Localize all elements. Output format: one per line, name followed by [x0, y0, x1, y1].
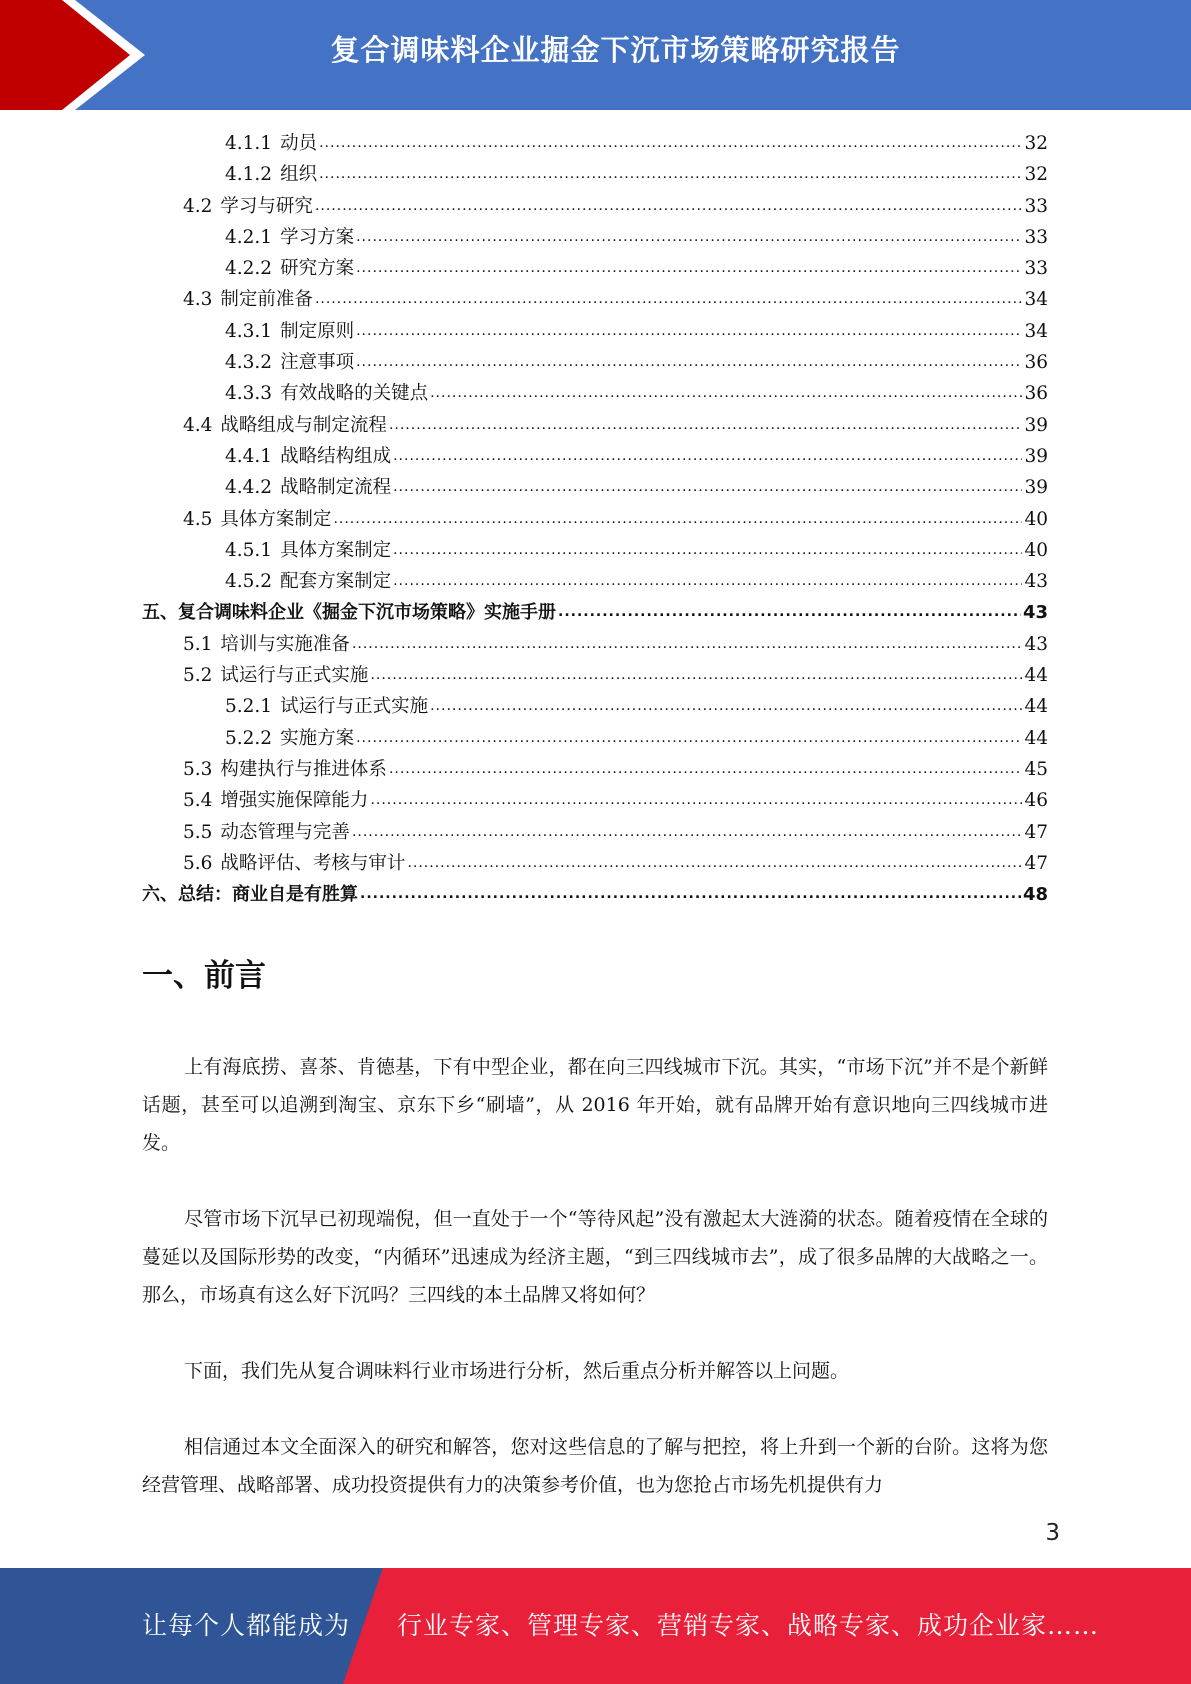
- toc-entry[interactable]: [142, 284, 1048, 315]
- toc-entry[interactable]: [142, 723, 1048, 754]
- toc-entry[interactable]: [142, 785, 1048, 816]
- toc-entry-page: 32: [1024, 164, 1048, 186]
- toc-entry-title: 制定原则: [280, 320, 355, 342]
- toc-entry-page: 43: [1022, 602, 1048, 624]
- toc-leader-dots: [356, 314, 1022, 347]
- toc-entry[interactable]: [142, 848, 1048, 879]
- toc-entry[interactable]: [142, 378, 1048, 409]
- toc-entry[interactable]: [142, 660, 1048, 691]
- toc-entry-number: 4.4: [183, 414, 213, 436]
- toc-entry-page: 44: [1024, 696, 1048, 718]
- toc-entry-number: 5.1: [183, 633, 213, 655]
- toc-leader-dots: [315, 189, 1023, 222]
- toc-entry-title: 战略评估、考核与审计: [220, 852, 406, 874]
- toc-leader-dots: [356, 220, 1022, 253]
- toc-entry-page: 36: [1024, 352, 1048, 374]
- toc-entry[interactable]: [142, 629, 1048, 660]
- toc-entry-page: 33: [1024, 226, 1048, 248]
- toc-entry-title: 增强实施保障能力: [220, 790, 369, 812]
- toc-entry-title: 动态管理与完善: [220, 821, 350, 843]
- toc-entry-title: 战略结构组成: [280, 445, 392, 467]
- toc-entry-page: 45: [1024, 758, 1048, 780]
- toc-entry-number: 4.4.1: [225, 445, 273, 467]
- paragraph: 尽管市场下沉早已初现端倪，但一直处于一个“等待风起”没有激起太大涟漪的状态。随着疫情在全球的蔓延以及国际形势的改变，“内循环”迅速成为经济主题，“到三四线城市去”，成了很多品牌的大战略之一。那么，市场真有这么好下沉吗？三四线的本土品牌又将如何？: [142, 1208, 1048, 1306]
- toc-entry-number: 4.2.1: [225, 226, 273, 248]
- toc-leader-dots: [393, 439, 1022, 472]
- toc-entry[interactable]: [142, 754, 1048, 785]
- toc-leader-dots: [356, 251, 1022, 284]
- toc-entry-number: 5.6: [183, 852, 213, 874]
- toc-entry[interactable]: [142, 347, 1048, 378]
- toc-entry-number: 5.3: [183, 758, 213, 780]
- toc-entry-title: 有效战略的关键点: [280, 383, 429, 405]
- toc-entry[interactable]: [142, 691, 1048, 722]
- toc-leader-dots: [407, 846, 1022, 879]
- toc-entry-number: 4.5.1: [225, 539, 273, 561]
- toc-leader-dots: [389, 752, 1023, 785]
- toc-leader-dots: [356, 721, 1022, 754]
- toc-entry[interactable]: [142, 535, 1048, 566]
- footer-slogan-left: 让每个人都能成为: [142, 1611, 351, 1640]
- toc-entry-page: 44: [1024, 665, 1048, 687]
- toc-entry-title: 五、复合调味料企业《掘金下沉市场策略》实施手册: [142, 602, 556, 624]
- toc-entry-page: 47: [1024, 821, 1048, 843]
- toc-leader-dots: [430, 376, 1022, 409]
- toc-entry-number: 5.2.2: [225, 727, 273, 749]
- toc-entry-number: 5.5: [183, 821, 213, 843]
- footer-slogan-right: 行业专家、管理专家、营销专家、战略专家、成功企业家……: [397, 1611, 1100, 1640]
- toc-entry[interactable]: [142, 441, 1048, 472]
- toc-entry-number: 4.2.2: [225, 258, 273, 280]
- toc-entry-page: 39: [1024, 414, 1048, 436]
- toc-entry-title: 学习方案: [280, 226, 355, 248]
- toc-leader-dots: [370, 658, 1022, 691]
- paragraph: 相信通过本文全面深入的研究和解答，您对这些信息的了解与把控，将上升到一个新的台阶。这将为您经营管理、战略部署、成功投资提供有力的决策参考价值，也为您抢占市场先机提供有力: [142, 1436, 1048, 1496]
- toc-leader-dots: [319, 126, 1022, 159]
- toc-entry-number: 4.1.1: [225, 133, 273, 154]
- toc-leader-dots: [430, 689, 1022, 722]
- toc-entry-page: 32: [1024, 133, 1048, 154]
- toc-entry-page: 43: [1024, 633, 1048, 655]
- toc-entry-title: 组织: [280, 164, 318, 186]
- toc-entry-number: 5.2: [183, 665, 213, 687]
- toc-entry[interactable]: [142, 504, 1048, 535]
- toc-entry-title: 战略制定流程: [280, 477, 392, 499]
- toc-entry-number: 4.5.2: [225, 571, 273, 593]
- toc-entry-number: 4.3.1: [225, 320, 273, 342]
- toc-entry-page: 39: [1024, 477, 1048, 499]
- toc-entry[interactable]: [142, 191, 1048, 222]
- toc-entry-title: 试运行与正式实施: [280, 696, 429, 718]
- toc-entry-title: 实施方案: [280, 727, 355, 749]
- toc-entry-title: 六、总结：商业自是有胜算: [142, 884, 358, 906]
- toc-leader-dots: [393, 533, 1022, 566]
- toc-entry-title: 战略组成与制定流程: [220, 414, 387, 436]
- table-of-contents: [142, 128, 1048, 910]
- toc-entry-number: 4.3: [183, 289, 213, 311]
- toc-entry-page: 43: [1024, 571, 1048, 593]
- report-title: 复合调味料企业掘金下沉市场策略研究报告: [330, 33, 901, 67]
- paragraph: 下面，我们先从复合调味料行业市场进行分析，然后重点分析并解答以上问题。: [184, 1360, 850, 1382]
- toc-entry[interactable]: [142, 316, 1048, 347]
- section-heading: 一、前言: [142, 958, 266, 994]
- toc-entry[interactable]: [142, 817, 1048, 848]
- toc-leader-dots: [558, 595, 1021, 628]
- toc-entry-number: 5.2.1: [225, 696, 273, 718]
- toc-entry-title: 培训与实施准备: [220, 633, 350, 655]
- toc-leader-dots: [319, 157, 1022, 190]
- toc-entry-page: 48: [1022, 884, 1048, 906]
- toc-leader-dots: [315, 282, 1023, 315]
- toc-entry-page: 33: [1024, 195, 1048, 217]
- toc-entry-title: 试运行与正式实施: [220, 665, 369, 687]
- toc-entry[interactable]: [142, 159, 1048, 190]
- toc-entry[interactable]: [142, 128, 1048, 159]
- toc-entry-title: 学习与研究: [220, 195, 313, 217]
- toc-entry-title: 制定前准备: [220, 289, 313, 311]
- toc-leader-dots: [352, 627, 1023, 660]
- page-footer: [0, 1568, 1191, 1684]
- toc-leader-dots: [393, 470, 1022, 503]
- toc-entry-number: 4.1.2: [225, 164, 273, 186]
- toc-entry-number: 4.5: [183, 508, 213, 530]
- toc-entry-number: 4.3.2: [225, 352, 273, 374]
- toc-entry-number: 4.3.3: [225, 383, 273, 405]
- toc-entry-number: 5.4: [183, 790, 213, 812]
- toc-entry-number: 4.2: [183, 195, 213, 217]
- toc-entry-page: 39: [1024, 445, 1048, 467]
- toc-entry-page: 44: [1024, 727, 1048, 749]
- toc-leader-dots: [370, 783, 1022, 816]
- toc-entry-page: 36: [1024, 383, 1048, 405]
- toc-entry[interactable]: [142, 472, 1048, 503]
- toc-entry[interactable]: [142, 879, 1048, 910]
- toc-entry-title: 动员: [280, 133, 318, 154]
- toc-leader-dots: [352, 815, 1023, 848]
- toc-entry[interactable]: [142, 253, 1048, 284]
- toc-entry-title: 具体方案制定: [280, 539, 392, 561]
- toc-entry-title: 研究方案: [280, 258, 355, 280]
- toc-entry-page: 46: [1024, 790, 1048, 812]
- toc-entry-page: 34: [1024, 289, 1048, 311]
- toc-entry-page: 47: [1024, 852, 1048, 874]
- toc-entry-page: 33: [1024, 258, 1048, 280]
- toc-entry[interactable]: [142, 222, 1048, 253]
- toc-leader-dots: [356, 345, 1022, 378]
- toc-leader-dots: [360, 877, 1021, 910]
- toc-entry-page: 40: [1024, 539, 1048, 561]
- toc-entry-title: 构建执行与推进体系: [220, 758, 387, 780]
- toc-entry-page: 40: [1024, 508, 1048, 530]
- toc-entry-page: 34: [1024, 320, 1048, 342]
- toc-leader-dots: [333, 502, 1022, 535]
- page-header: [0, 0, 1191, 110]
- toc-entry-number: 4.4.2: [225, 477, 273, 499]
- paragraph: 上有海底捞、喜茶、肯德基，下有中型企业，都在向三四线城市下沉。其实，“市场下沉”并不是个新鲜话题，甚至可以追溯到淘宝、京东下乡“刷墙”，从 2016 年开始，就有品牌开始有意识地向三四线城市进发。: [142, 1056, 1048, 1154]
- toc-entry[interactable]: [142, 597, 1048, 628]
- toc-entry-title: 配套方案制定: [280, 571, 392, 593]
- page-number: 3: [1045, 1520, 1060, 1546]
- body-text: [142, 1048, 1048, 1542]
- toc-leader-dots: [393, 564, 1022, 597]
- toc-leader-dots: [389, 408, 1023, 441]
- toc-entry[interactable]: [142, 410, 1048, 441]
- toc-entry-title: 具体方案制定: [220, 508, 332, 530]
- toc-entry[interactable]: [142, 566, 1048, 597]
- toc-entry-title: 注意事项: [280, 352, 355, 374]
